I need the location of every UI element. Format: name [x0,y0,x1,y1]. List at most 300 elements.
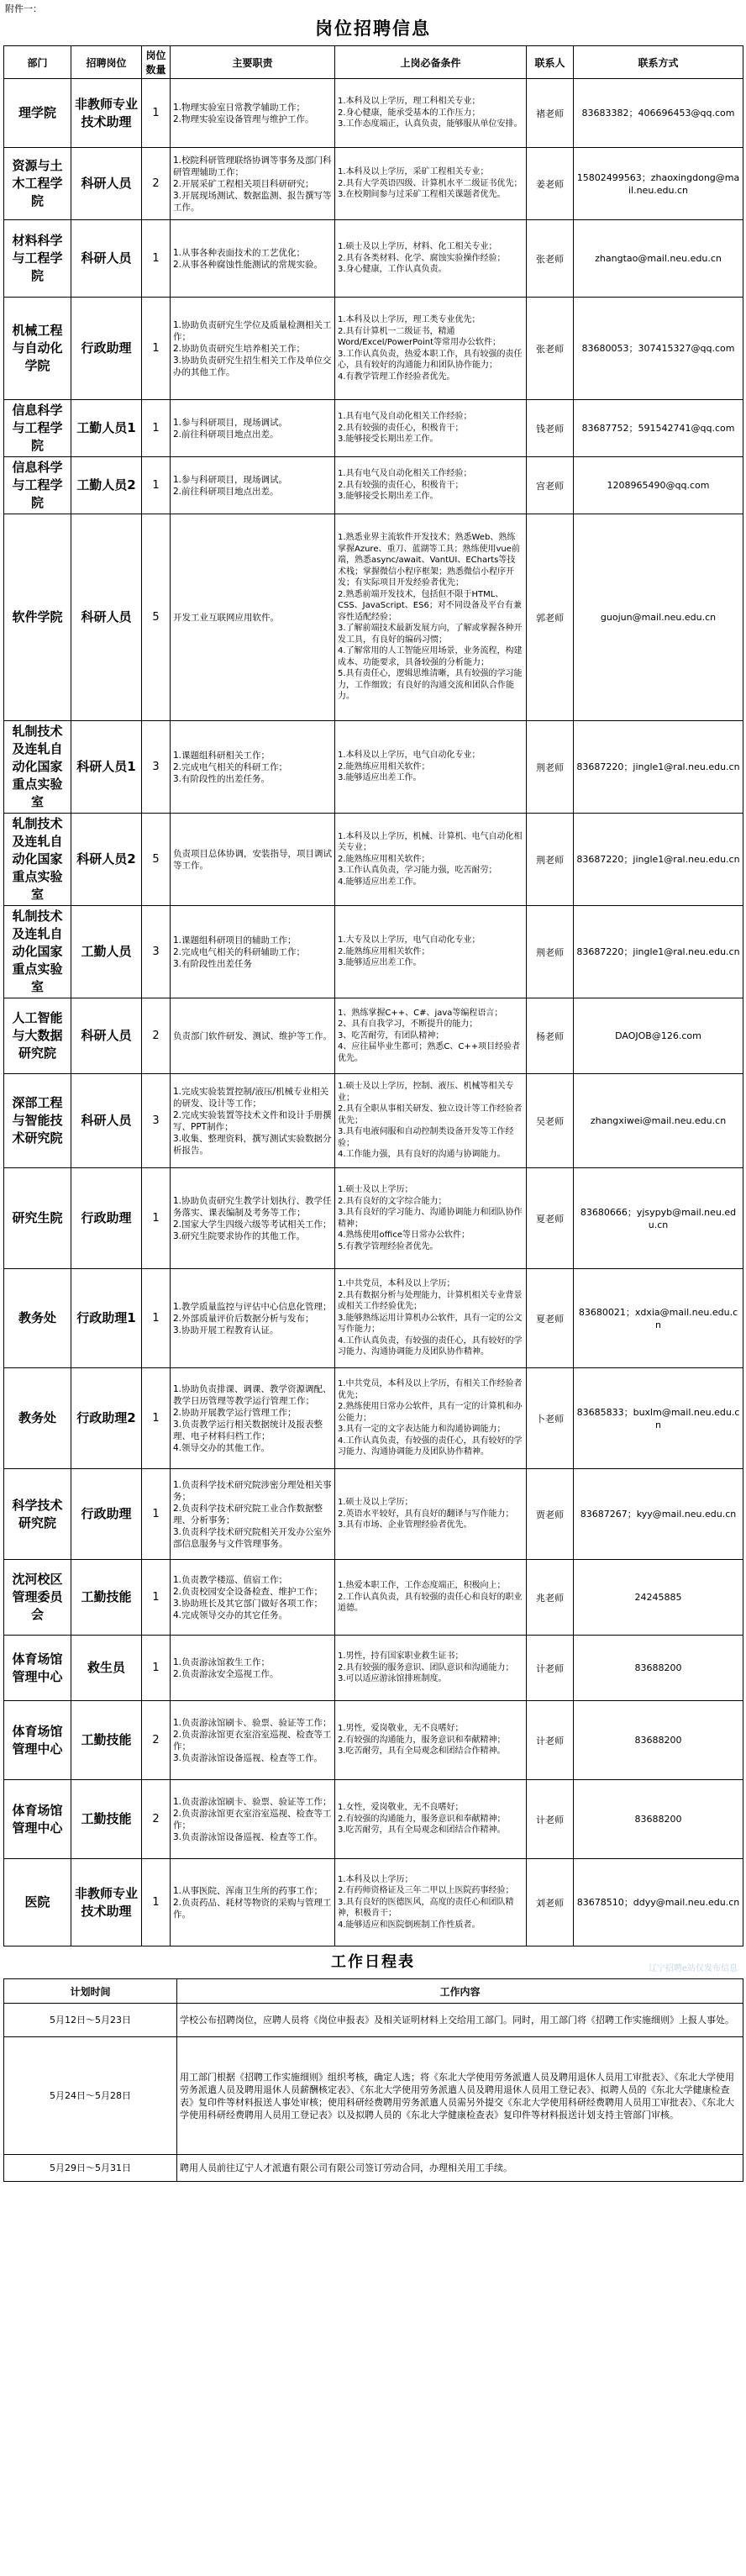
cell-count: 1 [142,1168,171,1269]
cell-count: 1 [142,457,171,514]
requirement-line: 3.具有良好的医德医风，高度的责任心和团队精神，积极肯干； [338,1897,514,1919]
duty-line: 1.课题组科研项目的辅助工作； [173,935,297,946]
cell-contact: 卜老师 [527,1368,574,1469]
requirement-line: 3.吃苦耐劳，具有全局观念和团结合作精神。 [338,1746,506,1757]
requirement-line: 4.工作认真负责，有较强的责任心，具有较好的学习能力、沟通协调能力及团队协作精神。 [338,1436,523,1457]
cell-count: 5 [142,514,171,721]
cell-dept: 科学技术研究院 [4,1469,71,1560]
header-dept: 部门 [4,46,71,79]
duty-line: 1.教学质量监控与评估中心信息化管理； [173,1301,332,1312]
requirement-line: 2.熟练使用日常办公软件，具有一定的计算机和办公能力； [338,1402,523,1423]
cell-phone: 24245885 [574,1560,743,1636]
schedule-row [4,2155,743,2182]
duty-line: 3.开展现场测试、数据监测、报告撰写等工作。 [173,190,332,213]
cell-dept: 深部工程与智能技术研究院 [4,1074,71,1168]
requirement-line: 2.有较强的沟通能力，服务意识和奉献精神； [338,1814,506,1824]
cell-contact: 姜老师 [527,148,574,220]
requirement-line: 1.本科及以上学历，理工科相关专业； [338,97,481,107]
requirement-line: 2.工作认真负责，具有较强的责任心和良好的职业道德。 [338,1592,523,1614]
cell-position: 行政助理 [71,1469,142,1560]
cell-contact: 夏老师 [527,1168,574,1269]
cell-phone: 83683382；406696453@qq.com [574,79,743,148]
cell-count: 2 [142,1780,171,1859]
table-row [4,721,743,814]
requirement-line: 3.能够熟练运用计算机办公软件，具有一定的公文写作能力； [338,1313,523,1335]
requirement-line: 1.女性，爱岗敬业，无不良嗜好； [338,1803,464,1813]
requirement-line: 4、应往届毕业生都可；熟悉C、C++项目经验者优先。 [338,1042,521,1063]
duty-line: 2.开展采矿工程相关项目科研研究； [173,178,314,189]
cell-dept: 人工智能与大数据研究院 [4,998,71,1074]
schedule-content: 聘用人员前往辽宁人才派遣有限公司有限公司签订劳动合同，办理相关用工手续。 [177,2155,743,2182]
requirement-line: 3.具有市场、企业管理经验者优先。 [338,1520,472,1530]
cell-position: 科研人员1 [71,721,142,814]
cell-contact: 贾老师 [527,1469,574,1560]
requirement-line: 1.大专及以上学历，电气自动化专业； [338,935,481,946]
cell-count: 5 [142,814,171,906]
cell-dept: 教务处 [4,1368,71,1469]
duty-line: 1.协助负责研究生学位及质量检测相关工作； [173,319,332,342]
requirement-line: 2.具有全职从事相关研发、独立设计等工作经验者优先； [338,1104,523,1125]
requirement-line: 1.硕士及以上学历，材料、化工相关专业； [338,242,497,252]
table-header-row [4,46,743,79]
table-row [4,998,743,1074]
requirement-line: 2.具有计算机一二级证书，精通Word/Excel/PowerPoint等常用办公软件； [338,326,501,347]
requirement-line: 2.具有数据分析与处理能力，计算机相关专业背景或相关工作经验优先； [338,1290,523,1312]
schedule-row [4,2004,743,2037]
schedule-time: 5月12日～5月23日 [4,2004,177,2037]
requirement-line: 3.能够接受长期出差工作。 [338,492,439,502]
duty-line: 3.有阶段性的出差任务。 [173,773,271,784]
requirement-line: 1.本科及以上学历； [338,1874,413,1884]
cell-count: 1 [142,1859,171,1946]
schedule-row [4,2037,743,2155]
requirement-line: 1.本科及以上学历，理工类专业优先； [338,315,481,324]
header-position: 招聘岗位 [71,46,142,79]
cell-dept: 沈河校区管理委员会 [4,1560,71,1636]
cell-duties [171,1269,335,1368]
cell-duties [171,814,335,906]
cell-requirements [335,1701,527,1780]
cell-count: 3 [142,906,171,998]
requirement-line: 2.能熟练应用相关软件； [338,761,430,772]
cell-duties [171,1636,335,1701]
requirement-line: 2.具有各类材料、化学、腐蚀实验操作经验； [338,253,506,263]
requirement-line: 3.能够适应出差工作。 [338,958,422,968]
cell-count: 1 [142,400,171,457]
duty-line: 3.协助开展工程教育认证。 [173,1325,279,1335]
duty-line: 2.负责游泳馆更衣室浴室巡视、检查等工作； [173,1808,332,1831]
cell-count: 1 [142,1269,171,1368]
duty-line: 1.从事医院、浑南卫生所的药事工作； [173,1885,323,1896]
cell-duties [171,514,335,721]
cell-contact: 张老师 [527,298,574,400]
cell-duties [171,79,335,148]
requirement-line: 2.有药师资格证及三年二甲以上医院药事经验； [338,1886,514,1896]
cell-position: 行政助理1 [71,1269,142,1368]
header-requirements: 上岗必备条件 [335,46,527,79]
cell-position: 行政助理 [71,1168,142,1269]
cell-position: 工勤人员2 [71,457,142,514]
cell-phone: guojun@mail.neu.edu.cn [574,514,743,721]
duty-line: 2.负责科学技术研究院工业合作数据整理、分析事务； [173,1503,323,1525]
cell-count: 3 [142,1074,171,1168]
job-table [3,45,743,1946]
cell-requirements [335,220,527,298]
cell-duties [171,1859,335,1946]
cell-count: 3 [142,721,171,814]
requirement-line: 4.能够适应和医院倒班制工作性质者。 [338,1920,481,1930]
cell-requirements [335,457,527,514]
requirement-line: 3.工作认真负责，学习能力强，吃苦耐劳； [338,866,497,876]
duty-line: 2.外部质量评价后数据分析与发布； [173,1313,314,1324]
table-row [4,220,743,298]
cell-duties [171,1780,335,1859]
duty-line: 2.国家大学生四级六级等考试相关工作； [173,1219,332,1230]
duty-line: 1.参与科研项目，现场调试。 [173,474,288,485]
cell-position: 非教师专业技术助理 [71,1859,142,1946]
cell-duties [171,220,335,298]
requirement-line: 2.英语水平较好，具有良好的翻译与写作能力； [338,1509,514,1519]
table-row [4,79,743,148]
duty-line: 2.前往科研项目地点出差。 [173,429,279,440]
requirement-line: 5.有教学管理经验者优先。 [338,1241,439,1251]
schedule-table [3,1978,743,2182]
requirement-line: 3.具有良好的学习能力、沟通协调能力和团队协作精神； [338,1208,523,1229]
requirement-line: 4.了解常用的人工智能应用场景，业务流程，构建成本、功能要求，具备较强的分析能力； [338,646,523,667]
cell-count: 1 [142,79,171,148]
requirement-line: 4.工作认真负责，有较强的责任心，具有较好的学习能力、沟通协调能力及团队协作精神。 [338,1335,523,1357]
requirement-line: 1.本科及以上学历，电气自动化专业； [338,751,481,761]
cell-requirements [335,400,527,457]
cell-duties [171,1074,335,1168]
cell-requirements [335,1469,527,1560]
requirement-line: 1.具有电气及自动化相关工作经验； [338,412,472,422]
table-row [4,1074,743,1168]
duty-line: 4.领导交办的其他工作。 [173,1442,271,1453]
requirement-line: 3.身心健康，工作认真负责。 [338,265,447,275]
cell-position: 科研人员 [71,148,142,220]
cell-position: 工勤技能 [71,1701,142,1780]
duty-line: 开发工业互联网应用软件。 [173,612,279,623]
cell-dept: 资源与土木工程学院 [4,148,71,220]
cell-duties [171,1469,335,1560]
cell-phone: 83687220；jingle1@ral.neu.edu.cn [574,906,743,998]
requirement-line: 1.热爱本职工作，工作态度端正，积极向上； [338,1581,506,1591]
table-row [4,1168,743,1269]
cell-duties [171,721,335,814]
requirement-line: 1.硕士及以上学历； [338,1498,413,1508]
cell-dept: 信息科学与工程学院 [4,400,71,457]
duty-line: 1.协助负责研究生教学计划执行、教学任务落实、课表编制及考务等工作； [173,1195,332,1218]
cell-requirements [335,1859,527,1946]
cell-requirements [335,1368,527,1469]
cell-contact: 钱老师 [527,400,574,457]
cell-count: 2 [142,1701,171,1780]
cell-position: 行政助理 [71,298,142,400]
cell-position: 工勤技能 [71,1560,142,1636]
duty-line: 2.完成电气相关的科研工作； [173,761,288,772]
cell-position: 行政助理2 [71,1368,142,1469]
cell-requirements [335,1560,527,1636]
schedule-header-time: 计划时间 [4,1979,177,2004]
cell-dept: 材料科学与工程学院 [4,220,71,298]
duty-line: 1.负责教学楼巡、值宿工作； [173,1574,288,1585]
requirement-line: 1.中共党员，本科及以上学历； [338,1279,455,1289]
cell-contact: 荆老师 [527,814,574,906]
requirement-line: 1.熟悉业界主流软件开发技术；熟悉Web、熟练掌握Azure、重刀、蓝湖等工具；熟练使用vue前端，熟悉async/await、VantUI、ECharts等技术栈；掌握微信小程序框架；熟悉微信小程序开发；有实际项目开发经验者优先； [338,533,520,588]
cell-phone: zhangxiwei@mail.neu.edu.cn [574,1074,743,1168]
duty-line: 2.物理实验室设备管理与维护工作。 [173,113,314,124]
requirement-line: 4.熟练使用office等日常办公软件； [338,1230,470,1240]
requirement-line: 5.具有责任心，逻辑思维清晰，具有较强的学习能力，工作细致；有良好的沟通交流和团队合作能力。 [338,669,523,702]
duty-line: 2.协助负责研究生培养相关工作； [173,343,306,354]
cell-position: 科研人员 [71,220,142,298]
cell-contact: 计老师 [527,1780,574,1859]
cell-requirements [335,514,527,721]
schedule-content: 学校公布招聘岗位，应聘人员将《岗位申报表》及相关证明材料上交给用工部门。同时，用工部门将《招聘工作实施细则》上报人事处。 [177,2004,743,2037]
cell-contact: 计老师 [527,1636,574,1701]
table-row [4,1269,743,1368]
cell-phone: 83687220；jingle1@ral.neu.edu.cn [574,721,743,814]
requirement-line: 3.工作认真负责，热爱本职工作，具有较强的责任心，具有较好的沟通能力和团队协作能力； [338,349,523,370]
duty-line: 3.研究生院要求协作的其他工作。 [173,1230,306,1241]
cell-phone: 83680053；307415327@qq.com [574,298,743,400]
cell-requirements [335,906,527,998]
table-row [4,1780,743,1859]
requirement-line: 1.本科及以上学历，机械、计算机、电气自动化相关专业； [338,831,523,853]
cell-dept: 医院 [4,1859,71,1946]
header-contact: 联系人 [527,46,574,79]
duty-line: 1.负责游泳馆刷卡、验票、验证等工作； [173,1717,332,1728]
cell-phone: 83687267；kyy@mail.neu.edu.cn [574,1469,743,1560]
schedule-header-content: 工作内容 [177,1979,743,2004]
cell-phone: 1208965490@qq.com [574,457,743,514]
cell-count: 1 [142,1636,171,1701]
watermark: 辽宁招聘e站仅发布信息 [648,1964,738,1973]
requirement-line: 3.在校期间参与过采矿工程相关课题者优先。 [338,190,506,200]
requirement-line: 3.能够适应出差工作。 [338,773,422,783]
requirement-line: 2、具有自我学习，不断提升的能力； [338,1019,478,1030]
table-row [4,1368,743,1469]
requirement-line: 2.能熟练应用相关软件； [338,854,430,864]
duty-line: 2.前往科研项目地点出差。 [173,486,279,497]
requirement-line: 3.了解前端技术最新发展方向，了解或掌握各种开发工具，有良好的编码习惯； [338,624,523,645]
table-row [4,814,743,906]
cell-dept: 理学院 [4,79,71,148]
cell-dept: 教务处 [4,1269,71,1368]
cell-dept: 轧制技术及连轧自动化国家重点实验室 [4,721,71,814]
cell-dept: 体育场馆管理中心 [4,1780,71,1859]
requirement-line: 4.能够适应出差工作。 [338,877,422,887]
requirement-line: 2.能熟练应用相关软件； [338,946,430,956]
requirement-line: 2.具有良好的文字综合能力； [338,1196,447,1206]
duty-line: 2.负责游泳安全巡视工作。 [173,1668,279,1679]
schedule-title-bar [3,1946,743,1978]
cell-contact: 计老师 [527,1701,574,1780]
cell-duties [171,998,335,1074]
cell-contact: 兆老师 [527,1560,574,1636]
duty-line: 4.完成领导交办的其它任务。 [173,1609,288,1620]
duty-line: 3.有阶段性出差任务 [173,958,253,969]
requirement-line: 3.能够接受长期出差工作。 [338,435,439,445]
cell-phone: 83688200 [574,1701,743,1780]
duty-line: 2.完成实验装置等技术文件和设计手册撰写、PPT制作； [173,1109,332,1132]
cell-dept: 体育场馆管理中心 [4,1701,71,1780]
cell-position: 非教师专业技术助理 [71,79,142,148]
requirement-line: 3、吃苦耐劳，有团队精神； [338,1030,444,1040]
cell-dept: 研究生院 [4,1168,71,1269]
requirement-line: 2.身心健康，能承受基本的工作压力； [338,108,481,118]
cell-phone: 83678510；ddyy@mail.neu.edu.cn [574,1859,743,1946]
cell-duties [171,1368,335,1469]
duty-line: 2.完成电气相关的科研辅助工作； [173,946,306,957]
cell-phone: zhangtao@mail.neu.edu.cn [574,220,743,298]
duty-line: 1.负责游泳馆刷卡、验票、验证等工作； [173,1796,332,1807]
cell-dept: 软件学院 [4,514,71,721]
requirement-line: 1.硕士及以上学历，控制、液压、机械等相关专业； [338,1082,514,1103]
job-table-body [4,79,743,1946]
duty-line: 负责项目总体协调，安装指导，项目调试等工作。 [173,848,332,871]
duty-line: 1.课题组科研相关工作； [173,750,271,761]
duty-line: 1.负责游泳馆救生工作； [173,1657,271,1667]
cell-requirements [335,1780,527,1859]
table-row [4,298,743,400]
cell-count: 1 [142,220,171,298]
duty-line: 3.协助负责研究生招生相关工作及单位交办的其他工作。 [173,355,332,377]
header-duties: 主要职责 [171,46,335,79]
requirement-line: 1.硕士及以上学历； [338,1185,413,1194]
duty-line: 1.参与科研项目，现场调试。 [173,417,288,428]
cell-count: 2 [142,148,171,220]
requirement-line: 1.男性，爱岗敬业，无不良嗜好； [338,1724,464,1734]
cell-position: 科研人员 [71,998,142,1074]
cell-requirements [335,79,527,148]
cell-position: 科研人员2 [71,814,142,906]
schedule-title: 工作日程表 [331,1953,415,1971]
requirement-line: 3.工作态度端正，认真负责，能够服从单位安排。 [338,119,523,129]
cell-position: 科研人员 [71,1074,142,1168]
duty-line: 2.负责药品、耗材等物资的采购与管理工作。 [173,1897,332,1920]
cell-duties [171,298,335,400]
requirement-line: 2.具有大学英语四级、计算机水平二级证书优先； [338,178,523,188]
cell-contact: 荆老师 [527,906,574,998]
cell-requirements [335,1074,527,1168]
cell-duties [171,148,335,220]
table-row [4,400,743,457]
attachment-label: 附件一： [5,3,42,14]
duty-line: 3.负责教学运行相关数据统计及报表整理、电子材料归档工作； [173,1419,323,1441]
cell-count: 1 [142,298,171,400]
requirement-line: 2.有较强的沟通能力，服务意识和奉献精神； [338,1735,506,1745]
requirement-line: 1、熟练掌握C++、C#、java等编程语言； [338,1008,503,1018]
duty-line: 1.协助负责排课、调课、教学资源调配、教学日历管理等教学运行管理工作； [173,1383,332,1406]
duty-line: 3.负责游泳馆设备巡视、检查等工作。 [173,1831,323,1842]
requirement-line: 1.本科及以上学历，采矿工程相关专业； [338,167,489,177]
cell-count: 1 [142,1368,171,1469]
cell-duties [171,906,335,998]
cell-requirements [335,998,527,1074]
duty-line: 1.物理实验室日常教学辅助工作； [173,102,306,113]
cell-count: 1 [142,1560,171,1636]
requirement-line: 4.工作能力强，具有良好的沟通与协调能力。 [338,1150,506,1160]
cell-contact: 荆老师 [527,721,574,814]
cell-requirements [335,1636,527,1701]
header-count: 岗位数量 [142,46,171,79]
cell-phone: 83680021；xdxia@mail.neu.edu.cn [574,1269,743,1368]
cell-count: 1 [142,1469,171,1560]
requirement-line: 1.男性，持有国家职业救生证书； [338,1651,464,1662]
cell-duties [171,1560,335,1636]
requirement-line: 2.具有较强的责任心，积极肯干； [338,423,464,433]
schedule-header-row [4,1979,743,2004]
requirement-line: 1.中共党员，本科及以上学历，有相关工作经验者优先； [338,1379,523,1400]
cell-contact: 郭老师 [527,514,574,721]
requirement-line: 2.具有较强的责任心，积极肯干； [338,480,464,490]
table-row [4,906,743,998]
header-phone: 联系方式 [574,46,743,79]
duty-line: 1.负责科学技术研究院涉密分理处相关事务； [173,1479,332,1502]
cell-duties [171,457,335,514]
cell-position: 科研人员 [71,514,142,721]
duty-line: 2.协助开展教学运行管理工作； [173,1407,297,1418]
schedule-time: 5月24日～5月28日 [4,2037,177,2155]
cell-phone: DAOJOB@126.com [574,998,743,1074]
cell-position: 工勤人员1 [71,400,142,457]
cell-requirements [335,298,527,400]
cell-requirements [335,1168,527,1269]
schedule-time: 5月29日～5月31日 [4,2155,177,2182]
cell-phone: 15802499563；zhaoxingdong@mail.neu.edu.cn [574,148,743,220]
cell-phone: 83688200 [574,1780,743,1859]
cell-dept: 体育场馆管理中心 [4,1636,71,1701]
cell-phone: 83685833；buxlm@mail.neu.edu.cn [574,1368,743,1469]
requirement-line: 3.具有一定的文字表达能力和沟通协调能力； [338,1425,506,1435]
duty-line: 1.校院科研管理联络协调等事务及部门科研管理辅助工作； [173,155,332,177]
cell-phone: 83688200 [574,1636,743,1701]
table-row [4,148,743,220]
requirement-line: 4.有教学管理工作经验者优先。 [338,371,455,382]
table-row [4,514,743,721]
cell-contact: 刘老师 [527,1859,574,1946]
cell-requirements [335,814,527,906]
cell-dept: 机械工程与自动化学院 [4,298,71,400]
requirement-line: 3.可以适应游泳馆排班制度。 [338,1674,447,1684]
cell-phone: 83687220；jingle1@ral.neu.edu.cn [574,814,743,906]
cell-position: 救生员 [71,1636,142,1701]
duty-line: 3.负责科学技术研究院相关开发办公室外部信息服务与文件管理事务。 [173,1526,332,1549]
table-row [4,1469,743,1560]
duty-line: 2.负责校园安全设备检查、维护工作； [173,1586,323,1597]
schedule-table-body [4,2004,743,2182]
cell-phone: 83680666；yjsypyb@mail.neu.edu.cn [574,1168,743,1269]
cell-dept: 轧制技术及连轧自动化国家重点实验室 [4,906,71,998]
cell-requirements [335,148,527,220]
requirement-line: 2.熟悉前端开发技术，包括但不限于HTML、CSS、JavaScript、ES6；对不同设备及平台有兼容性适配经验； [338,589,522,622]
cell-duties [171,1701,335,1780]
cell-contact: 张老师 [527,220,574,298]
cell-position: 工勤人员 [71,906,142,998]
cell-contact: 宫老师 [527,457,574,514]
table-row [4,1636,743,1701]
table-row [4,1560,743,1636]
cell-duties [171,1168,335,1269]
duty-line: 3.协助班长及其它部门做好各项工作； [173,1598,323,1609]
duty-line: 3.收集、整理资料，撰写测试实验数据分析报告。 [173,1133,332,1156]
cell-count: 2 [142,998,171,1074]
requirement-line: 3.具有电液伺服和自动控制类设备开发等工作经验； [338,1127,514,1148]
requirement-line: 2.具有较强的服务意识、团队意识和沟通能力； [338,1662,514,1673]
table-row [4,1859,743,1946]
